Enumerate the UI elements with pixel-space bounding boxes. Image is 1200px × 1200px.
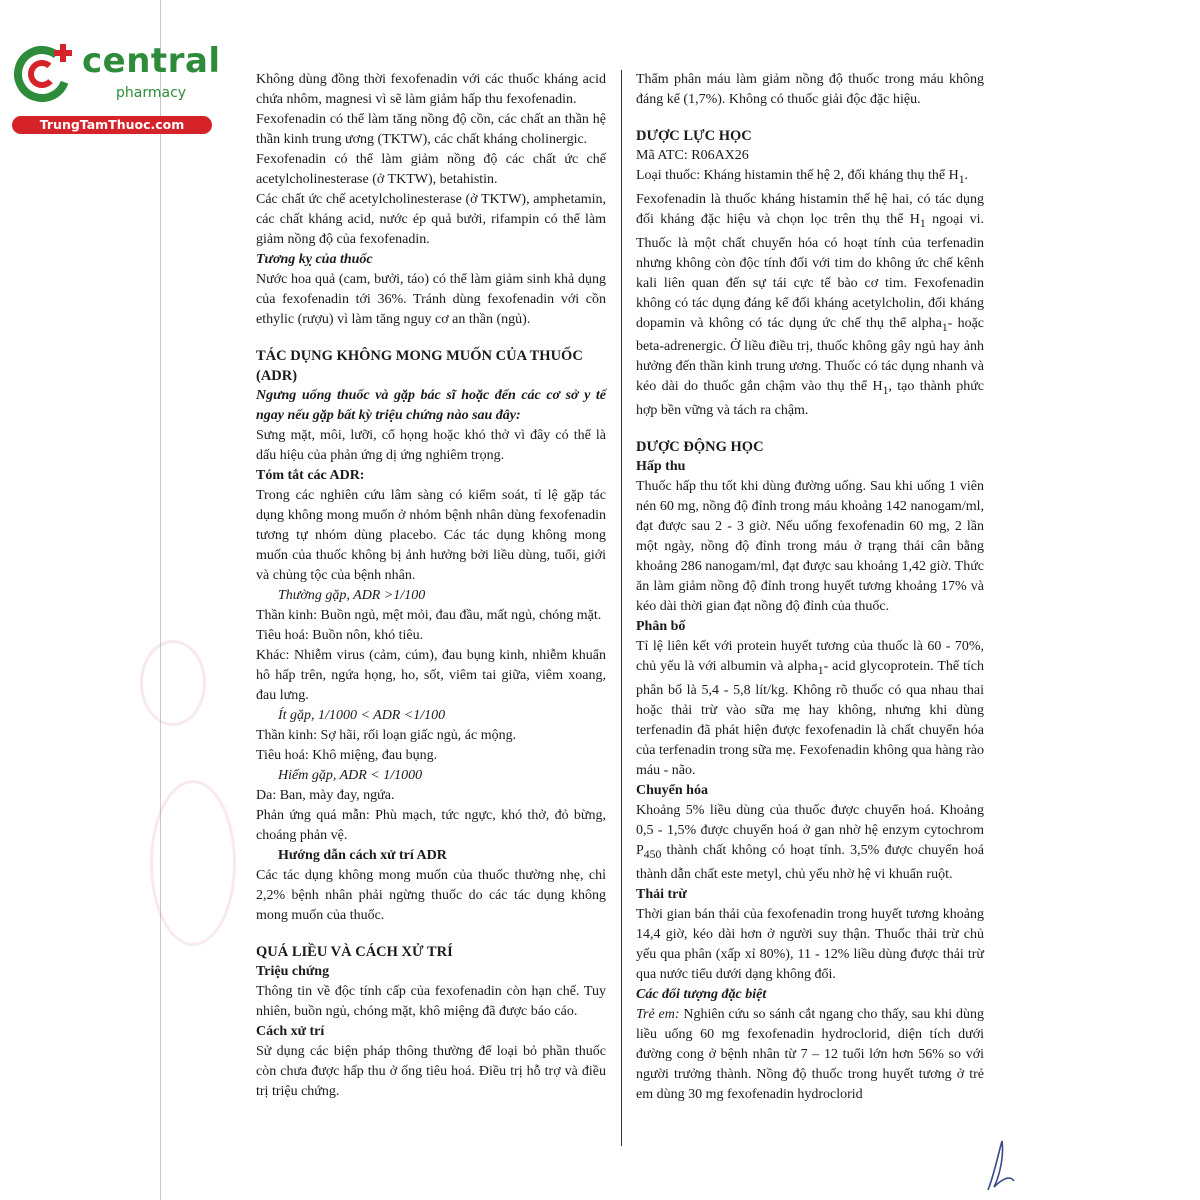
stamp-mark-lower (150, 780, 236, 946)
heading-pharmacokinetics: DƯỢC ĐỘNG HỌC (636, 439, 764, 456)
heading-treatment: Cách xử trí (256, 1024, 325, 1039)
heading-adr-summary: Tóm tắt các ADR: (256, 468, 365, 483)
adr-common-other: Khác: Nhiễm virus (cảm, cúm), đau bụng kinh, nhiễm khuẩn hô hấp trên, ngứa họng, ho, sốt, viêm tai giữa, viêm xoang, đau lưng. (256, 648, 606, 703)
atc-code: Mã ATC: R06AX26 (636, 148, 749, 163)
adr-frequency-uncommon: Ít gặp, 1/1000 < ADR <1/100 (278, 708, 446, 723)
adr-common-digestive: Tiêu hoá: Buồn nôn, khó tiêu. (256, 628, 424, 643)
adr-rare-hypersensitivity: Phản ứng quá mẫn: Phù mạch, tức ngực, khó thở, đỏ bừng, choáng phản vệ. (256, 808, 606, 843)
adr-uncommon-digestive: Tiêu hoá: Khô miệng, đau bụng. (256, 748, 438, 763)
dialysis-text: Thẩm phân máu làm giảm nồng độ thuốc trong máu không đáng kể (1,7%). Không có thuốc giải độc đặc hiệu. (636, 72, 984, 107)
interaction-antacid: Không dùng đồng thời fexofenadin với các thuốc kháng acid chứa nhôm, magnesi vì sẽ làm giảm hấp thu fexofenadin. (256, 72, 606, 107)
heading-symptoms: Triệu chứng (256, 964, 330, 979)
children-text: Trẻ em: Nghiên cứu so sánh cắt ngang cho thấy, sau khi dùng liều uống 60 mg fexofenadin hydroclorid, diện tích dưới đường cong ở bệnh nhân từ 7 – 12 tuổi lớn hơn 56% so với người trưởng thành. Nồng độ thuốc trong huyết tương ở trẻ em dùng 30 mg fexofenadin hydroclorid (636, 1006, 984, 1102)
heading-special-populations: Các đối tượng đặc biệt (636, 986, 767, 1002)
adr-frequency-rare: Hiếm gặp, ADR < 1/1000 (278, 768, 423, 783)
signature-mark (980, 1135, 1020, 1195)
stamp-mark-upper (140, 640, 206, 726)
incompatibility-text: Nước hoa quả (cam, bưởi, táo) có thể làm giảm sinh khả dụng của fexofenadin tới 36%. Tránh dùng fexofenadin với cồn ethylic (rượu) vì làm tăng nguy cơ an thần (ngủ). (256, 272, 606, 327)
heading-metabolism: Chuyển hóa (636, 782, 708, 798)
pharmacodynamics-text: Fexofenadin là thuốc kháng histamin thế hệ hai, có tác dụng đối kháng đặc hiệu và chọn lọc trên thụ thể $H_1$ ngoại vi. Thuốc là một chất chuyển hóa có hoạt tính của terfenadin nhưng không còn độc tính đối với tim do không ức chế kênh kali liên quan đến sự tái cực tế bào cơ tim. Fexofenadin không có tác dụng đáng kể đối kháng acetylcholin, đối kháng dopamin và không có tác dụng ức chế thụ thể alpha$_1$- hoặc beta-adrenergic. Ở liều điều trị, thuốc không gây ngủ hay ảnh hưởng đến thần kinh trung ương. Thuốc có tác dụng nhanh và kéo dài do thuốc gắn chậm vào thụ thể $H_1$, tạo thành phức hợp bền vững và tách ra chậm. (636, 191, 985, 419)
logo-subtitle: pharmacy (116, 85, 187, 101)
interaction-alcohol: Fexofenadin có thể làm tăng nồng độ cồn, các chất an thần hệ thần kinh trung ương (TKTW), các chất kháng cholinergic. (256, 112, 606, 147)
absorption-text: Thuốc hấp thu tốt khi dùng đường uống. Sau khi uống 1 viên nén 60 mg, nồng độ đỉnh trong máu khoảng 142 nanogam/ml, đạt được sau 2 - 3 giờ. Nếu uống fexofenadin 60 mg, 2 lần một ngày, nồng độ đỉnh trong máu ở trạng thái cân bằng khoảng 286 nanogam/ml, đạt được sau khoảng 1,42 giờ. Thức ăn làm giảm nồng độ đỉnh trong huyết tương khoảng 17% và kéo dài thời gian đạt nồng độ đỉnh của thuốc. (636, 479, 984, 615)
adr-summary-text: Trong các nghiên cứu lâm sàng có kiểm soát, tỉ lệ gặp tác dụng không mong muốn ở nhóm bệnh nhân dùng fexofenadin tương tự nhóm dùng placebo. Các tác dụng không mong muốn của thuốc không bị ảnh hưởng bởi liều dùng, tuổi, giới và chủng tộc của bệnh nhân. (256, 488, 606, 583)
logo-brand-name: central (82, 41, 221, 81)
elimination-text: Thời gian bán thải của fexofenadin trong huyết tương khoảng 14,4 giờ, kéo dài hơn ở người suy thận. Thuốc thải trừ chủ yếu qua phân (xấp xỉ 80%), 11 - 12% liều dùng được thải trừ qua nước tiểu dưới dạng không đổi. (636, 906, 984, 982)
interaction-reduce-level: Các chất ức chế acetylcholinesterase (ở TKTW), amphetamin, các chất kháng acid, nước ép quả bưởi, rifampin có thể làm giảm nồng độ của fexofenadin. (256, 192, 606, 247)
distribution-text: Tỉ lệ liên kết với protein huyết tương của thuốc là 60 - 70%, chủ yếu là với albumin và alpha$_1$- acid glycoprotein. Thể tích phân bố là 5,4 - 5,8 lít/kg. Không rõ thuốc có qua nhau thai hoặc thải trừ vào sữa mẹ hay không, nhưng khi dùng terfenadin đã phát hiện được fexofenadin là chất chuyển hóa của terfenadin trong sữa mẹ. Fexofenadin không qua hàng rào máu - não. (636, 639, 984, 778)
adr-management-text: Các tác dụng không mong muốn của thuốc thường nhẹ, chỉ 2,2% bệnh nhân phải ngừng thuốc do các tác dụng không mong muốn của thuốc. (256, 868, 606, 923)
heading-absorption: Hấp thu (636, 459, 686, 475)
overdose-treatment-text: Sử dụng các biện pháp thông thường để loại bỏ phần thuốc còn chưa được hấp thu ở ống tiêu hoá. Điều trị hỗ trợ và điều trị triệu chứng. (256, 1044, 606, 1099)
adr-frequency-common: Thường gặp, ADR >1/100 (278, 588, 426, 603)
adr-warning: Ngưng uống thuốc và gặp bác sĩ hoặc đến các cơ sở y tế ngay nếu gặp bất kỳ triệu chứng nào sau đây: (256, 388, 606, 423)
heading-incompatibility: Tương kỵ của thuốc (256, 252, 373, 267)
page-edge (160, 0, 161, 1200)
heading-elimination: Thải trừ (636, 886, 687, 902)
column-divider (621, 70, 622, 1146)
overdose-symptoms-text: Thông tin về độc tính cấp của fexofenadin còn hạn chế. Tuy nhiên, buồn ngủ, chóng mặt, khô miệng đã được báo cáo. (256, 984, 606, 1019)
adr-allergy-signs: Sưng mặt, môi, lưỡi, cổ họng hoặc khó thở vì đây có thể là dấu hiệu của phản ứng dị ứng nghiêm trọng. (256, 428, 606, 463)
central-pharmacy-logo[interactable] (12, 38, 221, 138)
drug-class: Loại thuốc: Kháng histamin thế hệ 2, đối kháng thụ thể $H_1$. (636, 168, 969, 186)
left-column (256, 70, 606, 1102)
heading-distribution: Phân bố (636, 619, 686, 635)
heading-overdose: QUÁ LIỀU VÀ CÁCH XỬ TRÍ (256, 944, 453, 960)
logo-mark-icon (12, 40, 78, 106)
adr-rare-skin: Da: Ban, mày đay, ngứa. (256, 788, 395, 803)
adr-uncommon-neuro: Thần kinh: Sợ hãi, rối loạn giấc ngủ, ác mộng. (256, 728, 517, 743)
logo-website-url[interactable]: TrungTamThuoc.com (12, 116, 212, 134)
adr-common-neuro: Thần kinh: Buồn ngủ, mệt mỏi, đau đầu, mất ngủ, chóng mặt. (256, 608, 602, 623)
right-column (636, 70, 984, 1105)
interaction-acetylcholinesterase: Fexofenadin có thể làm giảm nồng độ các chất ức chế acetylcholinesterase (ở TKTW), betahistin. (256, 152, 606, 187)
heading-adr-management: Hướng dẫn cách xử trí ADR (278, 848, 447, 863)
heading-pharmacodynamics: DƯỢC LỰC HỌC (636, 128, 752, 144)
heading-adverse-effects: TÁC DỤNG KHÔNG MONG MUỐN CỦA THUỐC (ADR) (256, 348, 583, 384)
metabolism-text: Khoảng 5% liều dùng của thuốc được chuyển hoá. Khoảng 0,5 - 1,5% được chuyển hoá ở gan nhờ hệ enzym cytochrom $P_{450}$ thành chất không có hoạt tính. 3,5% được chuyển hoá thành dẫn chất este metyl, chủ yếu nhờ hệ vi khuẩn ruột. (636, 802, 984, 882)
